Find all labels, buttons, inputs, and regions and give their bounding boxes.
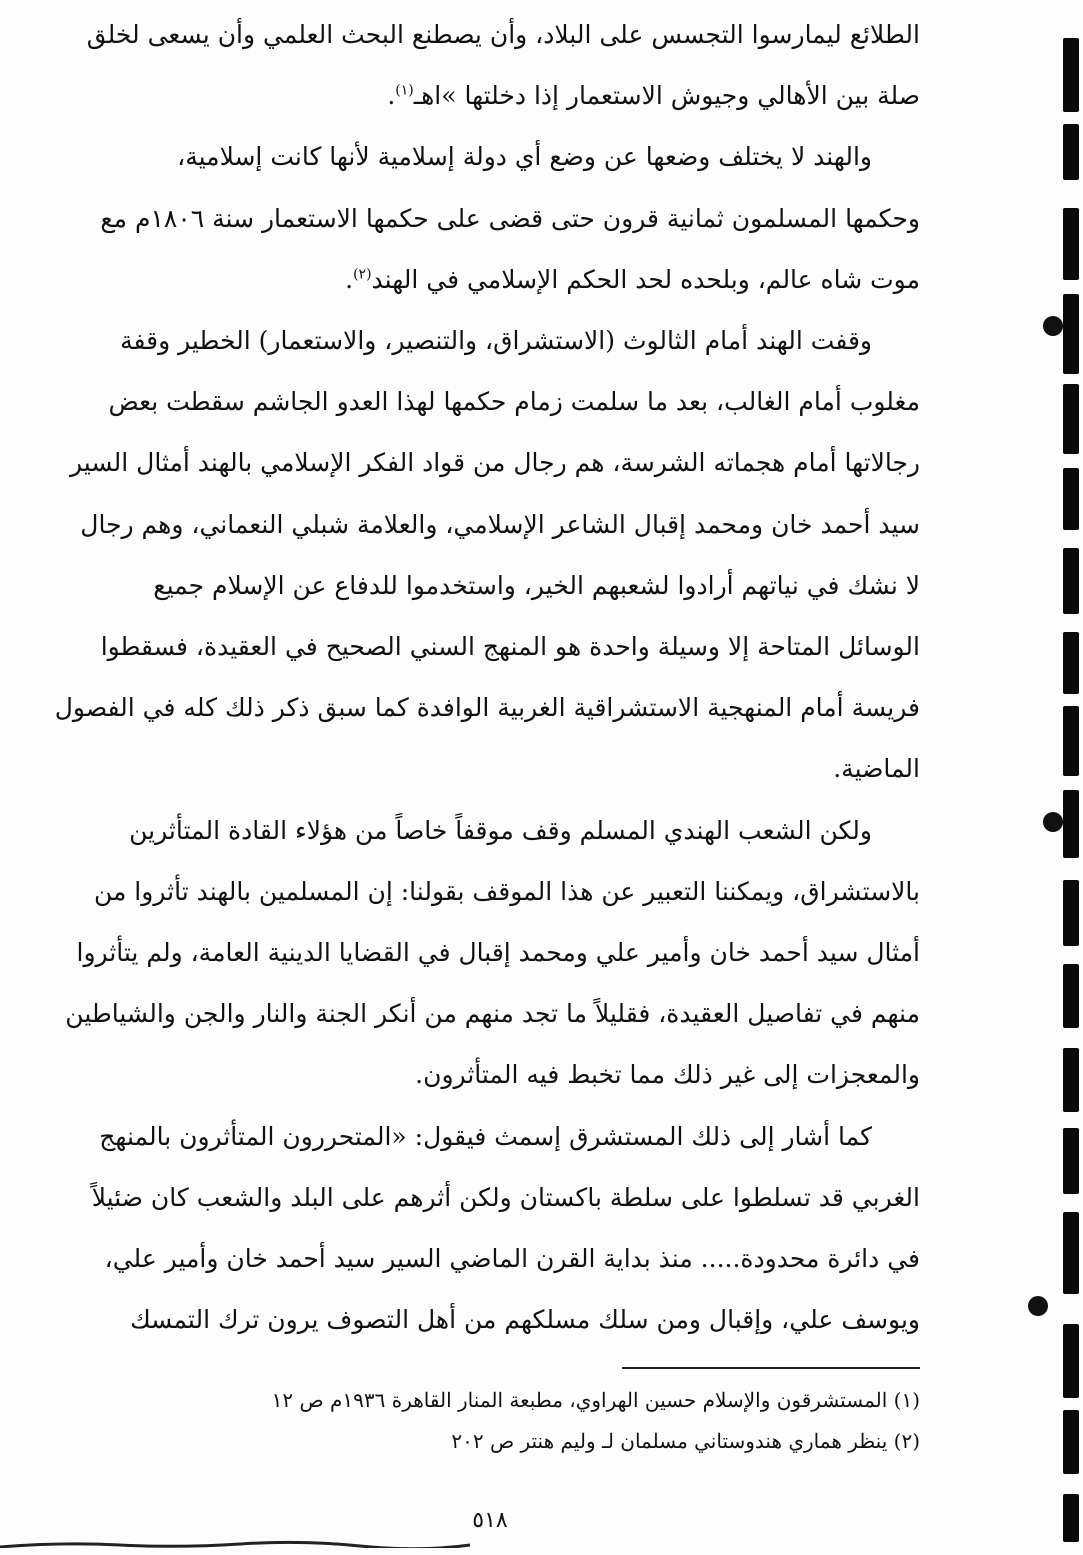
text-line-1: الطلائع ليمارسوا التجسس على البلاد، وأن يصطنع البحث العلمي وأن يسعى لخلق bbox=[86, 20, 920, 49]
text-line-19: كما أشار إلى ذلك المستشرق إسمث فيقول: «المتحررون المتأثرون بالمنهج bbox=[99, 1121, 872, 1151]
scan-artifact bbox=[0, 1538, 500, 1548]
binder-edge-mark bbox=[1063, 1494, 1079, 1542]
footnote-ref-2: (٢) bbox=[353, 266, 372, 283]
binder-edge-mark bbox=[1063, 124, 1079, 180]
binder-edge-mark bbox=[1063, 384, 1079, 454]
binder-edge-mark bbox=[1063, 1410, 1079, 1474]
binder-edge-mark bbox=[1063, 1212, 1079, 1294]
binder-edge-mark bbox=[1063, 880, 1079, 946]
punch-hole bbox=[1043, 812, 1063, 832]
binder-edge-mark bbox=[1063, 706, 1079, 776]
text-line-2-tail: . bbox=[387, 81, 396, 111]
text-line-13: الماضية. bbox=[833, 754, 920, 784]
text-line-5-content: موت شاه عالم، وبلحده لحد الحكم الإسلامي في الهند bbox=[371, 264, 920, 294]
text-line-10: لا نشك في نياتهم أرادوا لشعبهم الخير، واستخدموا للدفاع عن الإسلام جميع bbox=[153, 570, 920, 600]
text-line-17: منهم في تفاصيل العقيدة، فقليلاً ما تجد منهم من أنكر الجنة والنار والجن والشياطين bbox=[65, 999, 920, 1029]
binder-edge-mark bbox=[1063, 1324, 1079, 1398]
footnote-divider bbox=[622, 1367, 920, 1369]
text-line-16: أمثال سيد أحمد خان وأمير علي ومحمد إقبال في القضايا الدينية العامة، ولم يتأثروا bbox=[76, 938, 920, 968]
text-line-7: مغلوب أمام الغالب، بعد ما سلمت زمام حكمها لهذا العدو الجاشم سقطت بعض bbox=[108, 387, 920, 417]
text-line-3: والهند لا يختلف وضعها عن وضع أي دولة إسلامية لأنها كانت إسلامية، bbox=[177, 142, 872, 172]
binder-edge-mark bbox=[1063, 38, 1079, 112]
text-line-21: في دائرة محدودة..... منذ بداية القرن الماضي السير سيد أحمد خان وأمير علي، bbox=[104, 1244, 920, 1274]
text-line-15: بالاستشراق، ويمكننا التعبير عن هذا الموقف بقولنا: إن المسلمين بالهند تأثروا من bbox=[93, 876, 920, 906]
punch-hole bbox=[1028, 1296, 1048, 1316]
binder-edge-mark bbox=[1063, 1128, 1079, 1194]
punch-hole bbox=[1043, 316, 1063, 336]
binder-edge-mark bbox=[1063, 548, 1079, 614]
text-line-5 bbox=[52, 249, 920, 310]
text-line-9: سيد أحمد خان ومحمد إقبال الشاعر الإسلامي، والعلامة شبلي النعماني، وهم رجال bbox=[80, 509, 920, 539]
binder-edge-mark bbox=[1063, 208, 1079, 280]
footnote-ref-1: (١) bbox=[395, 82, 414, 99]
footnotes bbox=[200, 1380, 920, 1462]
text-line-12: فريسة أمام المنهجية الاستشراقية الغربية الوافدة كما سبق ذكر ذلك كله في الفصول bbox=[54, 693, 920, 723]
text-line-20: الغربي قد تسلطوا على سلطة باكستان ولكن أثرهم على البلد والشعب كان ضئيلاً bbox=[91, 1182, 920, 1212]
text-line-11: الوسائل المتاحة إلا وسيلة واحدة هو المنهج السني الصحيح في العقيدة، فسقطوا bbox=[100, 632, 920, 662]
text-line-14: ولكن الشعب الهندي المسلم وقف موقفاً خاصاً من هؤلاء القادة المتأثرين bbox=[129, 815, 872, 845]
body-text bbox=[52, 4, 920, 1350]
binder-edge-mark bbox=[1063, 468, 1079, 530]
text-line-4: وحكمها المسلمون ثمانية قرون حتى قضى على حكمها الاستعمار سنة ١٨٠٦م مع bbox=[100, 203, 920, 233]
footnote-2: (٢) ينظر هماري هندوستاني مسلمان لـ وليم هنتر ص ٢٠٢ bbox=[451, 1429, 920, 1453]
binder-edge-mark bbox=[1063, 294, 1079, 374]
text-line-5-tail: . bbox=[345, 264, 354, 294]
footnote-1: (١) المستشرقون والإسلام حسين الهراوي، مطبعة المنار القاهرة ١٩٣٦م ص ١٢ bbox=[271, 1388, 920, 1412]
text-line-6: وقفت الهند أمام الثالوث (الاستشراق، والتنصير، والاستعمار) الخطير وقفة bbox=[120, 326, 872, 356]
text-line-2 bbox=[52, 65, 920, 126]
text-line-2-content: صلة بين الأهالي وجيوش الاستعمار إذا دخلتها »اهـ bbox=[413, 81, 920, 111]
text-line-18: والمعجزات إلى غير ذلك مما تخبط فيه المتأثرون. bbox=[415, 1060, 920, 1090]
page-number: ٥١٨ bbox=[472, 1508, 508, 1533]
binder-edge-mark bbox=[1063, 1048, 1079, 1112]
text-line-22: ويوسف علي، وإقبال ومن سلك مسلكهم من أهل التصوف يرون ترك التمسك bbox=[130, 1305, 920, 1335]
binder-edge-mark bbox=[1063, 964, 1079, 1028]
binder-edge-mark bbox=[1063, 790, 1079, 858]
text-line-8: رجالاتها أمام هجماته الشرسة، هم رجال من قواد الفكر الإسلامي بالهند أمثال السير bbox=[70, 448, 920, 478]
binder-edge-mark bbox=[1063, 632, 1079, 694]
